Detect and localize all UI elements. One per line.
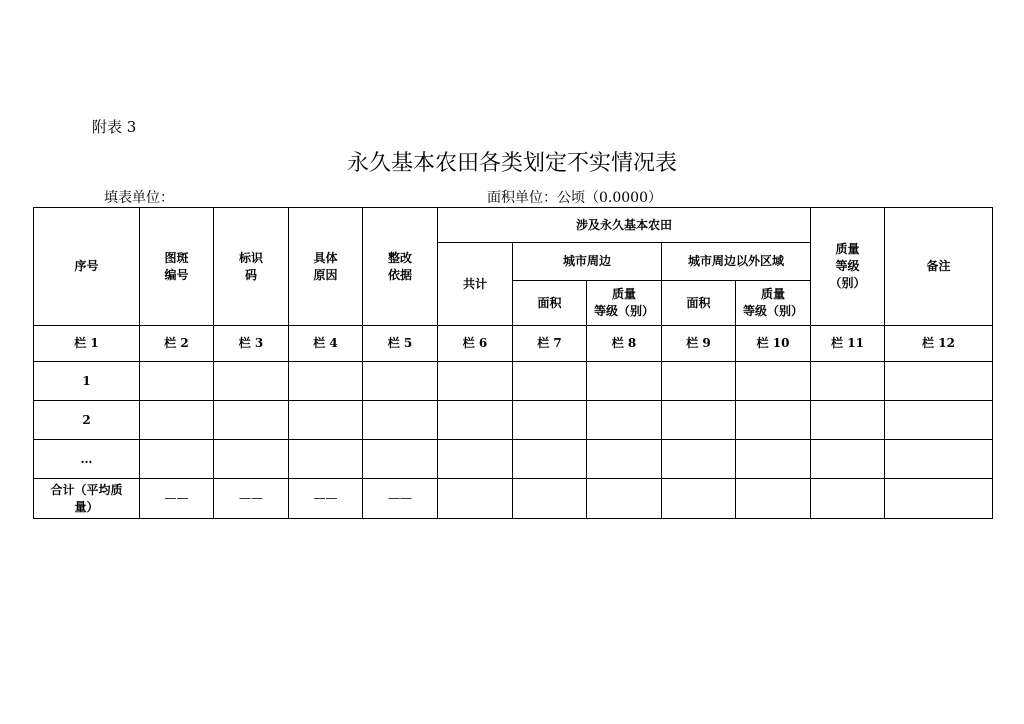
table-cell (811, 440, 885, 479)
fill-unit-label: 填表单位： (104, 190, 174, 206)
table-cell (363, 362, 438, 401)
table-cell (289, 440, 363, 479)
dash: —— (388, 491, 412, 505)
column-number: 栏 1 (34, 326, 140, 362)
table-cell (587, 440, 662, 479)
column-number: 栏 5 (363, 326, 438, 362)
table-cell (438, 479, 513, 519)
table-cell (140, 401, 214, 440)
column-number: 栏 11 (811, 326, 885, 362)
header-involved: 涉及永久基本农田 (438, 208, 811, 243)
dash: —— (239, 491, 263, 505)
table-cell (289, 401, 363, 440)
column-number: 栏 2 (140, 326, 214, 362)
table-cell (214, 440, 289, 479)
header-grade-outside: 质量 等级（别） (736, 281, 811, 326)
header-outside-city: 城市周边以外区域 (662, 243, 811, 281)
header-area-outside: 面积 (662, 281, 736, 326)
table-cell (363, 401, 438, 440)
header-remarks: 备注 (885, 208, 993, 326)
table-row (34, 362, 993, 401)
table-cell (885, 440, 993, 479)
table-cell (513, 440, 587, 479)
column-number: 栏 3 (214, 326, 289, 362)
table-cell (885, 401, 993, 440)
table-cell (587, 401, 662, 440)
column-number: 栏 6 (438, 326, 513, 362)
table-cell (662, 362, 736, 401)
table-cell (438, 401, 513, 440)
table-cell (811, 362, 885, 401)
column-number: 栏 7 (513, 326, 587, 362)
header-patch-no: 图斑 编号 (140, 208, 214, 326)
column-number-row (34, 326, 993, 362)
header-grade-city: 质量 等级（别） (587, 281, 662, 326)
row-number: 1 (34, 362, 140, 401)
header-quality-grade: 质量 等级 （别） (811, 208, 885, 326)
table-cell (587, 362, 662, 401)
table-cell (736, 362, 811, 401)
table-cell (885, 362, 993, 401)
column-number: 栏 10 (736, 326, 811, 362)
table-cell (513, 479, 587, 519)
dash-cell (140, 479, 214, 519)
page-title: 永久基本农田各类划定不实情况表 (346, 151, 677, 176)
header-total: 共计 (438, 243, 513, 326)
table-cell (513, 362, 587, 401)
header-city-surround: 城市周边 (513, 243, 662, 281)
table-cell (214, 401, 289, 440)
table-cell (140, 440, 214, 479)
dash: —— (313, 491, 338, 505)
attachment-label: 附表 3 (92, 118, 137, 136)
table-cell (289, 362, 363, 401)
column-number: 栏 8 (587, 326, 662, 362)
header-reason: 具体 原因 (289, 208, 363, 326)
table-row (34, 401, 993, 440)
table-cell (140, 362, 214, 401)
table-row (34, 440, 993, 479)
table-cell (736, 440, 811, 479)
dash: —— (164, 491, 189, 505)
header-area-city: 面积 (513, 281, 587, 326)
total-row (34, 479, 993, 519)
table-cell (662, 440, 736, 479)
table-cell (662, 479, 736, 519)
table-cell (885, 479, 993, 519)
total-label: 合计（平均质 量） (34, 479, 140, 519)
table-cell (736, 479, 811, 519)
table-cell (662, 401, 736, 440)
table-cell (438, 440, 513, 479)
header-seq: 序号 (34, 208, 140, 326)
table-cell (363, 440, 438, 479)
area-unit-label: 面积单位：公顷（0.0000） (487, 190, 662, 206)
header-code: 标识 码 (214, 208, 289, 326)
row-number: … (34, 440, 140, 479)
table-cell (811, 479, 885, 519)
table-cell (587, 479, 662, 519)
column-number: 栏 12 (885, 326, 993, 362)
data-table (33, 207, 993, 519)
table-cell (513, 401, 587, 440)
header-basis: 整改 依据 (363, 208, 438, 326)
column-number: 栏 9 (662, 326, 736, 362)
table-cell (438, 362, 513, 401)
table-cell (214, 362, 289, 401)
dash-cell (214, 479, 289, 519)
column-number: 栏 4 (289, 326, 363, 362)
dash-cell (289, 479, 363, 519)
table-cell (811, 401, 885, 440)
row-number: 2 (34, 401, 140, 440)
table-cell (736, 401, 811, 440)
dash-cell (363, 479, 438, 519)
